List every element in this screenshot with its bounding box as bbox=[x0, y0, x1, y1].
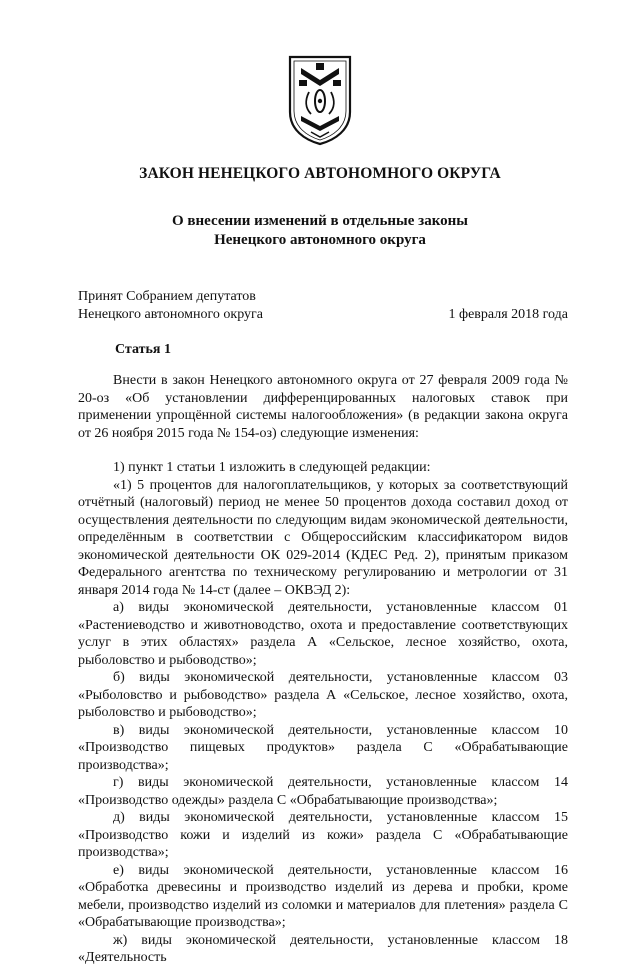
coat-of-arms-icon bbox=[287, 54, 353, 146]
subtitle-line: О внесении изменений в отдельные законы bbox=[172, 213, 468, 229]
document-body bbox=[78, 372, 568, 967]
law-subtitle bbox=[0, 212, 640, 250]
paragraph: ж) виды экономической деятельности, установленные классом 18 «Деятельность bbox=[78, 932, 568, 965]
law-title: ЗАКОН НЕНЕЦКОГО АВТОНОМНОГО ОКРУГА bbox=[139, 165, 501, 182]
paragraph: г) виды экономической деятельности, установленные классом 14 «Производство одежды» раздела С «Обрабатывающие производства»; bbox=[78, 775, 568, 808]
paragraph: а) виды экономической деятельности, установленные классом 01 «Растениеводство и животноводство, охота и предоставление соответствующих услуг в этих областях» раздела А «Сельское, лесное хозяйство, охота, рыболовство и рыбоводство»; bbox=[78, 600, 568, 668]
article-heading: Статья 1 bbox=[115, 342, 171, 357]
paragraph: д) виды экономической деятельности, установленные классом 15 «Производство кожи и изделий из кожи» раздела С «Обрабатывающие производства»; bbox=[78, 810, 568, 860]
paragraph: Внести в закон Ненецкого автономного округа от 27 февраля 2009 года № 20-оз «Об установлении дифференцированных налоговых ставок при применении упрощённой системы налогообложения» (в редакции закона округа от 26 ноября 2015 года № 154-оз) следующие изменения: bbox=[78, 373, 568, 441]
paragraph: б) виды экономической деятельности, установленные классом 03 «Рыболовство и рыбоводство» раздела А «Сельское, лесное хозяйство, охота, рыболовство и рыбоводство»; bbox=[78, 670, 568, 720]
adoption-line: Принят Собранием депутатов bbox=[78, 289, 256, 304]
paragraph: в) виды экономической деятельности, установленные классом 10 «Производство пищевых продуктов» раздела С «Обрабатывающие производства»; bbox=[78, 722, 568, 773]
subtitle-line: Ненецкого автономного округа bbox=[214, 232, 426, 248]
paragraph: 1) пункт 1 статьи 1 изложить в следующей редакции: bbox=[113, 460, 431, 475]
adoption-statement bbox=[78, 288, 263, 324]
paragraph: е) виды экономической деятельности, установленные классом 16 «Обработка древесины и производство изделий из дерева и пробки, кроме мебели, производство изделий из соломки и материалов для плетения» раздела С «Обрабатывающие производства»; bbox=[78, 862, 568, 930]
paragraph: «1) 5 процентов для налогоплательщиков, у которых за соответствующий отчётный (налоговый) период не менее 50 процентов дохода составил доход от осуществления деятельности по следующим видам экономической деятельности, определённым в соответствии с Общероссийским классификатором видов экономической деятельности ОК 029-2014 (КДЕС Ред. 2), принятым приказом Федерального агентства по техническому регулированию и метрологии от 31 января 2014 года № 14-ст (далее – ОКВЭД 2): bbox=[78, 477, 568, 598]
adoption-date: 1 февраля 2018 года bbox=[448, 307, 568, 322]
adoption-line: Ненецкого автономного округа bbox=[78, 307, 263, 322]
